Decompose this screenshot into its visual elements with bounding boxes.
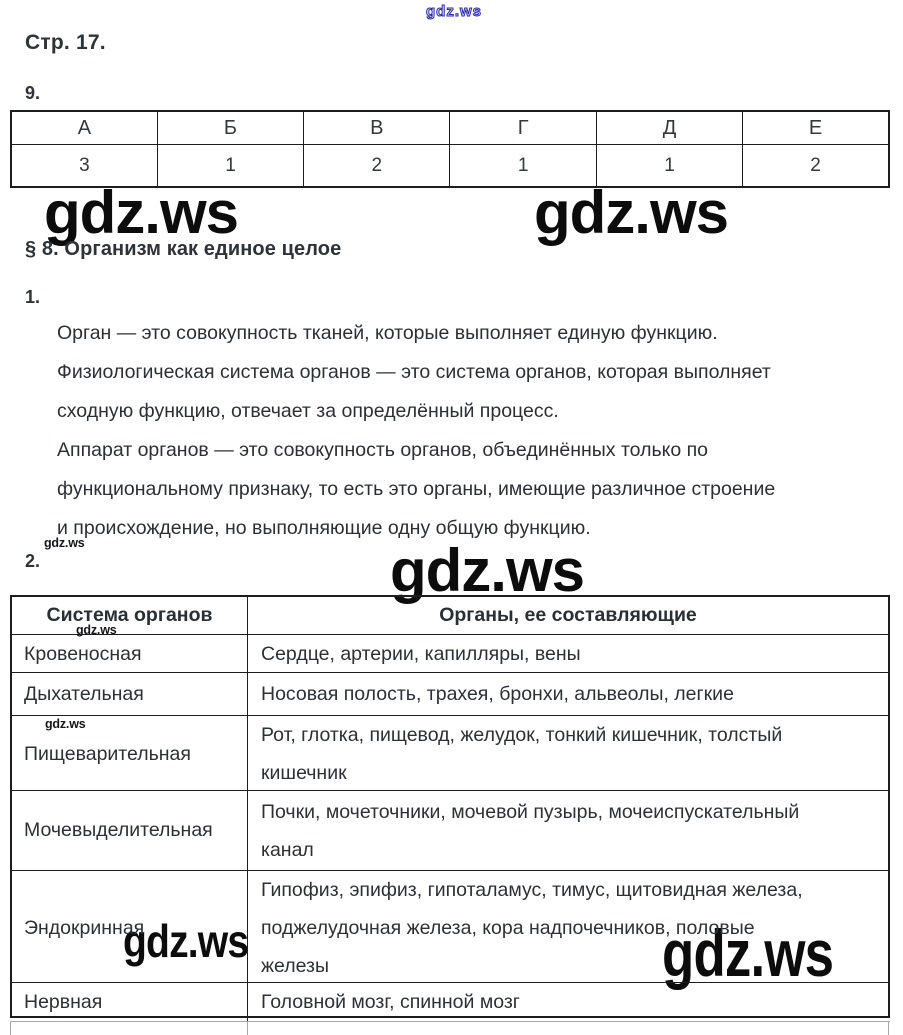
watermark-large-bottom-right: gdz.ws xyxy=(662,916,834,990)
task1-answer-text xyxy=(57,314,775,548)
task9-number: 9. xyxy=(25,83,41,103)
task1-answer-line: сходную функцию, отвечает за определённый процесс. xyxy=(57,400,559,422)
task9-column-header: Е xyxy=(743,111,889,145)
task9-table-header-row xyxy=(11,111,889,145)
organs-cell xyxy=(248,673,888,715)
organs-cell xyxy=(248,871,888,990)
watermark-top-blue: gdz.ws xyxy=(426,3,483,20)
organs-line: Носовая полость, трахея, бронхи, альвеолы, легкие xyxy=(261,683,734,705)
organs-cell xyxy=(248,791,888,870)
next-table-border-right xyxy=(888,1021,889,1035)
section-heading: § 8. Организм как единое целое xyxy=(25,238,342,260)
organs-cell xyxy=(248,635,888,673)
task1-answer-line: и происхождение, но выполняющие одну общую функцию. xyxy=(57,517,591,539)
col1-header: Система органов xyxy=(12,597,248,634)
organs-line: Почки, мочеточники, мочевой пузырь, мочеиспускательный xyxy=(261,800,800,823)
task9-answer-table xyxy=(10,110,890,188)
task9-column-header: Д xyxy=(596,111,742,145)
organs-line: кишечник xyxy=(261,762,347,784)
organs-line: Сердце, артерии, капилляры, вены xyxy=(261,643,581,665)
watermark-small-digestive-cell: gdz.ws xyxy=(45,717,86,731)
task2-table-header-row xyxy=(12,597,888,634)
task9-column-header: А xyxy=(11,111,157,145)
task9-answer-value: 3 xyxy=(11,145,157,188)
task9-answer-value: 2 xyxy=(743,145,889,188)
task9-column-header: Б xyxy=(157,111,303,145)
organ-system-cell: Эндокринная xyxy=(12,871,248,985)
task9-answer-value: 1 xyxy=(450,145,596,188)
task1-answer-line: Аппарат органов — это совокупность органов, объединённых только по xyxy=(57,439,709,461)
organs-line: Рот, глотка, пищевод, желудок, тонкий кишечник, толстый xyxy=(261,724,783,746)
page-title: Стр. 17. xyxy=(25,31,106,54)
organ-system-cell: Дыхательная xyxy=(12,673,248,715)
task2-number: 2. xyxy=(25,551,41,571)
organs-line: поджелудочная железа, кора надпочечников, половые xyxy=(261,917,755,939)
organs-cell xyxy=(248,983,888,1021)
task9-column-header: Г xyxy=(450,111,596,145)
col2-header: Органы, ее составляющие xyxy=(439,604,697,626)
next-table-border-middle xyxy=(247,1021,248,1035)
next-table-top-border xyxy=(10,1021,890,1022)
task9-table-value-row xyxy=(11,145,889,188)
task2-table-row xyxy=(12,870,888,982)
task2-table-row xyxy=(12,634,888,672)
watermark-large-center: gdz.ws xyxy=(390,537,585,604)
task9-answer-value: 1 xyxy=(596,145,742,188)
watermark-small-above-task2: gdz.ws xyxy=(44,536,85,550)
task2-table-row xyxy=(12,715,888,790)
task1-answer-line: Физиологическая система органов — это система органов, которая выполняет xyxy=(57,361,771,383)
watermark-large-bottom-left: gdz.ws xyxy=(123,915,249,967)
task2-table-row xyxy=(12,790,888,870)
organs-line: канал xyxy=(261,838,314,861)
task9-answer-value: 1 xyxy=(157,145,303,188)
task2-organ-systems-table xyxy=(10,595,890,1018)
organ-system-cell: Нервная xyxy=(12,983,248,1021)
task1-number: 1. xyxy=(25,287,41,307)
organ-system-cell: Кровеносная xyxy=(12,635,248,673)
task2-table-row xyxy=(12,672,888,715)
task9-column-header: В xyxy=(304,111,450,145)
task1-answer-line: Орган — это совокупность тканей, которые выполняет единую функцию. xyxy=(57,322,718,344)
task1-answer-line: функциональному признаку, то есть это органы, имеющие различное строение xyxy=(57,478,776,500)
next-table-border-left xyxy=(10,1021,11,1035)
organ-system-cell: Пищеварительная xyxy=(12,716,248,792)
watermark-large-top-right: gdz.ws xyxy=(534,179,729,246)
organs-line: железы xyxy=(261,955,329,977)
organ-system-cell: Мочевыделительная xyxy=(12,791,248,870)
organs-line: Гипофиз, эпифиз, гипоталамус, тимус, щитовидная железа, xyxy=(261,879,803,901)
task2-table-row xyxy=(12,982,888,1016)
task9-answer-value: 2 xyxy=(304,145,450,188)
organs-cell xyxy=(248,716,888,792)
watermark-large-top-left: gdz.ws xyxy=(44,179,239,246)
organs-line: Головной мозг, спинной мозг xyxy=(261,991,520,1013)
watermark-small-table-header: gdz.ws xyxy=(76,623,117,637)
